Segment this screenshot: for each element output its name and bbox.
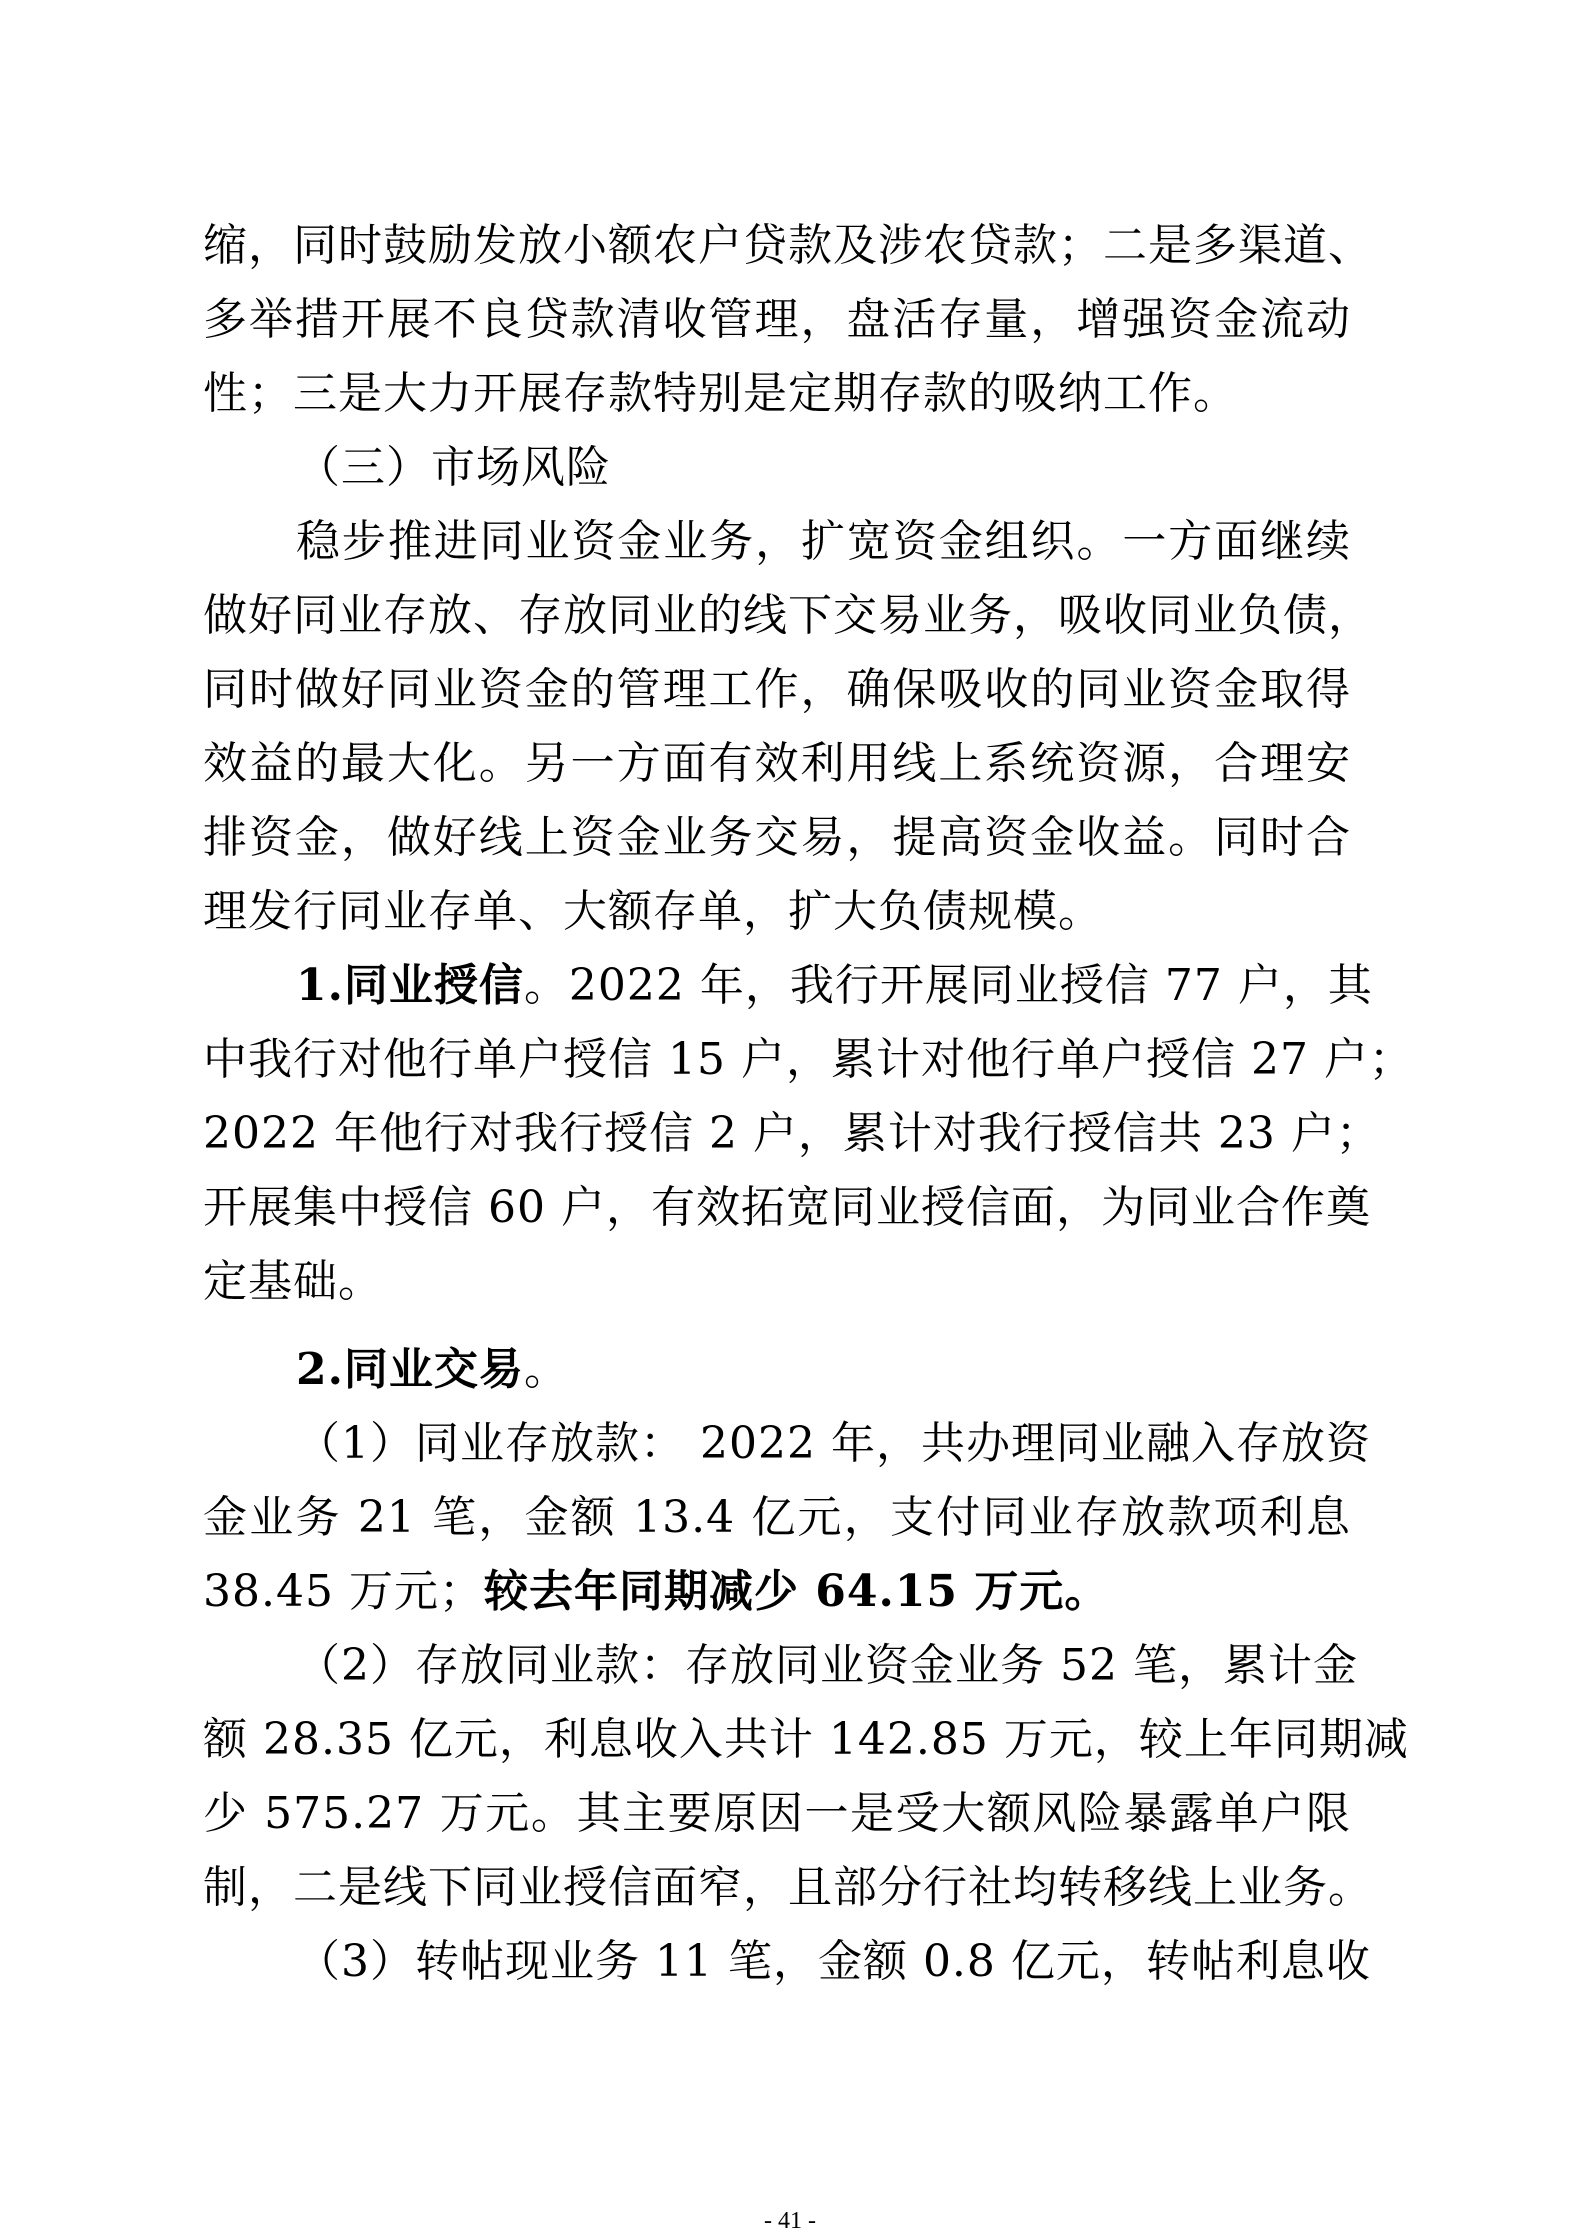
paragraph-line: （1）同业存放款： 2022 年，共办理同业融入存放资: [296, 1418, 1371, 1469]
paragraph-text: 。: [523, 1344, 569, 1395]
subsection-title: 2.同业交易: [296, 1344, 524, 1395]
paragraph-line: 效益的最大化。另一方面有效利用线上系统资源，合理安: [203, 738, 1351, 789]
paragraph-line: （2）存放同业款：存放同业资金业务 52 笔，累计金: [296, 1640, 1358, 1691]
paragraph-line: 金业务 21 笔，金额 13.4 亿元，支付同业存放款项利息: [203, 1492, 1351, 1543]
paragraph-line: [203, 1562, 1351, 1622]
paragraph-line: 定基础。: [203, 1256, 383, 1307]
page-number: - 41 -: [764, 2208, 816, 2234]
paragraph-line: 多举措开展不良贷款清收管理，盘活存量，增强资金流动: [203, 294, 1351, 345]
paragraph-line: 中我行对他行单户授信 15 户，累计对他行单户授信 27 户；: [203, 1034, 1414, 1085]
section-heading: （三）市场风险: [296, 442, 611, 493]
paragraph-line: 缩，同时鼓励发放小额农户贷款及涉农贷款；二是多渠道、: [203, 220, 1373, 271]
paragraph-line: 开展集中授信 60 户，有效拓宽同业授信面，为同业合作奠: [203, 1182, 1371, 1233]
paragraph-line: 2022 年他行对我行授信 2 户，累计对我行授信共 23 户；: [203, 1108, 1381, 1159]
paragraph-line: 理发行同业存单、大额存单，扩大负债规模。: [203, 886, 1103, 937]
emphasis-text: 较去年同期减少 64.15 万元。: [483, 1566, 1110, 1617]
subsection-title: 1.同业授信: [296, 960, 524, 1011]
paragraph-line: 额 28.35 亿元，利息收入共计 142.85 万元，较上年同期减: [203, 1714, 1409, 1765]
paragraph-line: 性；三是大力开展存款特别是定期存款的吸纳工作。: [203, 368, 1238, 419]
paragraph-line: 排资金，做好线上资金业务交易，提高资金收益。同时合: [203, 812, 1351, 863]
paragraph-line: 做好同业存放、存放同业的线下交易业务，吸收同业负债，: [203, 590, 1373, 641]
paragraph-line: 稳步推进同业资金业务，扩宽资金组织。一方面继续: [296, 516, 1351, 567]
paragraph-text: 38.45 万元；: [203, 1566, 484, 1617]
paragraph-line: 同时做好同业资金的管理工作，确保吸收的同业资金取得: [203, 664, 1351, 715]
paragraph-line: [296, 1340, 1351, 1400]
paragraph-line: [296, 956, 1373, 1016]
paragraph-line: 少 575.27 万元。其主要原因一是受大额风险暴露单户限: [203, 1788, 1351, 1839]
paragraph-line: （3）转帖现业务 11 笔，金额 0.8 亿元，转帖利息收: [296, 1936, 1371, 1987]
paragraph-line: 制，二是线下同业授信面窄，且部分行社均转移线上业务。: [203, 1862, 1373, 1913]
paragraph-text: 。2022 年，我行开展同业授信 77 户，其: [523, 960, 1373, 1011]
